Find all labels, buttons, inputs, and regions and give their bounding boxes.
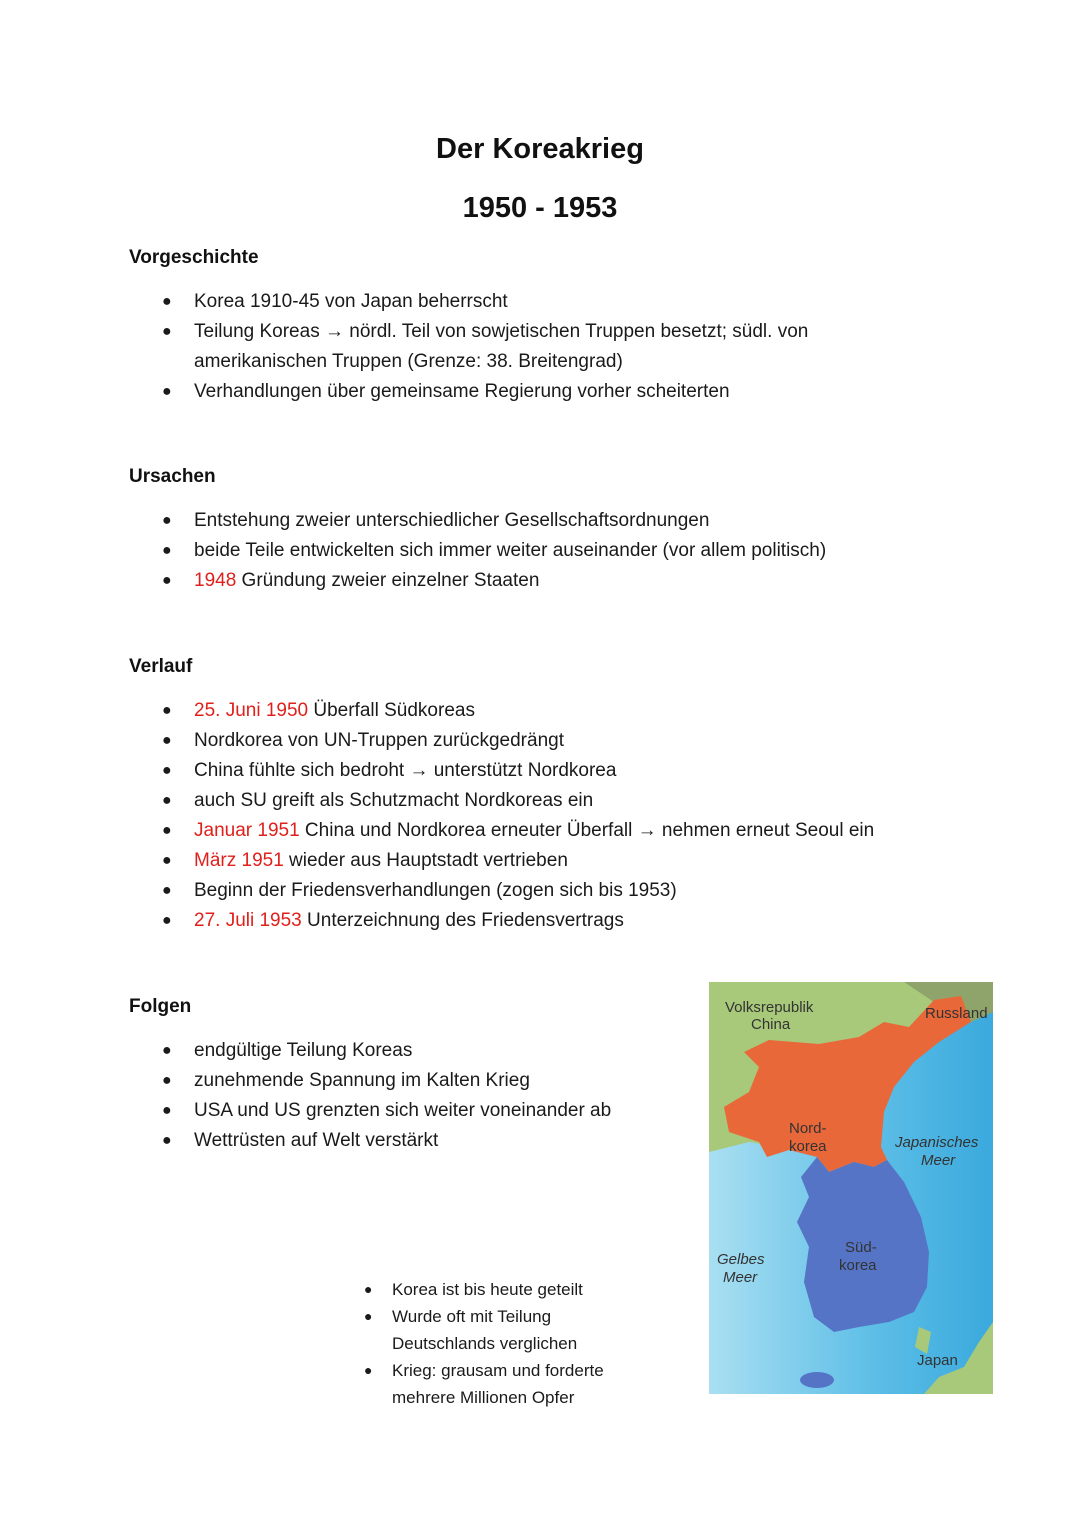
list-item: ● Januar 1951 China und Nordkorea erneuter Überfall → nehmen erneut Seoul ein bbox=[129, 816, 989, 846]
bullet-icon: ● bbox=[162, 852, 172, 869]
bullet-icon: ● bbox=[162, 383, 172, 400]
heading-ursachen: Ursachen bbox=[129, 466, 216, 487]
date-highlight: Januar 1951 bbox=[194, 820, 300, 841]
list-item: ● März 1951 wieder aus Hauptstadt vertrieben bbox=[129, 846, 989, 876]
label-suedkorea-1: Süd- bbox=[845, 1239, 877, 1256]
label-gelbes-meer-1: Gelbes bbox=[717, 1251, 765, 1268]
bullet-icon: ● bbox=[162, 1132, 172, 1149]
list-item: ● zunehmende Spannung im Kalten Krieg bbox=[129, 1066, 689, 1096]
date-highlight: März 1951 bbox=[194, 850, 284, 871]
heading-verlauf: Verlauf bbox=[129, 656, 193, 677]
bullet-icon: ● bbox=[162, 323, 172, 340]
list-item: ● auch SU greift als Schutzmacht Nordkoreas ein bbox=[129, 786, 989, 816]
bullet-icon: ● bbox=[162, 572, 172, 589]
heading-vorgeschichte: Vorgeschichte bbox=[129, 247, 259, 268]
list-item: ● Korea ist bis heute geteilt bbox=[358, 1276, 698, 1303]
list-vorgeschichte bbox=[129, 287, 989, 407]
label-japanisches-meer-1: Japanisches bbox=[895, 1134, 979, 1151]
bullet-icon: ● bbox=[364, 1362, 373, 1378]
list-item: ● 27. Juli 1953 Unterzeichnung des Friedensvertrags bbox=[129, 906, 989, 936]
label-china-1: Volksrepublik bbox=[725, 999, 814, 1016]
date-highlight: 1948 bbox=[194, 570, 237, 591]
bullet-icon: ● bbox=[162, 512, 172, 529]
bullet-icon: ● bbox=[162, 882, 172, 899]
bullet-icon: ● bbox=[162, 1042, 172, 1059]
list-item: ● Krieg: grausam und forderte mehrere Millionen Opfer bbox=[358, 1357, 698, 1411]
label-gelbes-meer-2: Meer bbox=[723, 1269, 758, 1286]
label-suedkorea-2: korea bbox=[839, 1257, 877, 1274]
list-verlauf bbox=[129, 696, 989, 936]
bullet-icon: ● bbox=[364, 1281, 373, 1297]
label-japan: Japan bbox=[917, 1352, 958, 1369]
page-subtitle: 1950 - 1953 bbox=[462, 192, 618, 224]
bullet-icon: ● bbox=[162, 1072, 172, 1089]
bullet-icon: ● bbox=[162, 792, 172, 809]
bullet-icon: ● bbox=[162, 912, 172, 929]
bullet-icon: ● bbox=[162, 822, 172, 839]
bullet-icon: ● bbox=[162, 732, 172, 749]
list-folgen bbox=[129, 1036, 689, 1156]
date-highlight: 27. Juli 1953 bbox=[194, 910, 302, 931]
bullet-icon: ● bbox=[162, 762, 172, 779]
list-item: ● Wettrüsten auf Welt verstärkt bbox=[129, 1126, 689, 1156]
list-item: ● endgültige Teilung Koreas bbox=[129, 1036, 689, 1066]
list-item: ● beide Teile entwickelten sich immer weiter auseinander (vor allem politisch) bbox=[129, 536, 989, 566]
jeju-island bbox=[800, 1372, 834, 1388]
list-item: ● Beginn der Friedensverhandlungen (zogen sich bis 1953) bbox=[129, 876, 989, 906]
label-japanisches-meer-2: Meer bbox=[921, 1152, 956, 1169]
list-item: ● Wurde oft mit Teilung Deutschlands verglichen bbox=[358, 1303, 698, 1357]
bullet-icon: ● bbox=[364, 1308, 373, 1324]
label-china-2: China bbox=[751, 1016, 791, 1033]
page-title: Der Koreakrieg bbox=[436, 133, 644, 165]
list-item: ● China fühlte sich bedroht → unterstützt Nordkorea bbox=[129, 756, 989, 786]
korea-map bbox=[709, 982, 993, 1394]
list-ursachen bbox=[129, 506, 989, 596]
label-nordkorea-1: Nord- bbox=[789, 1120, 827, 1137]
date-highlight: 25. Juni 1950 bbox=[194, 700, 309, 721]
list-item: ● 25. Juni 1950 Überfall Südkoreas bbox=[129, 696, 989, 726]
bullet-icon: ● bbox=[162, 702, 172, 719]
label-nordkorea-2: korea bbox=[789, 1138, 827, 1155]
list-item: ● 1948 Gründung zweier einzelner Staaten bbox=[129, 566, 989, 596]
list-item: ● Nordkorea von UN-Truppen zurückgedrängt bbox=[129, 726, 989, 756]
label-russland: Russland bbox=[925, 1005, 988, 1022]
heading-folgen: Folgen bbox=[129, 996, 192, 1017]
list-item: ● USA und US grenzten sich weiter voneinander ab bbox=[129, 1096, 689, 1126]
list-notes bbox=[358, 1276, 698, 1411]
list-item: ● Teilung Koreas → nördl. Teil von sowjetischen Truppen besetzt; südl. von amerikanischen Truppen (Grenze: 38. Breitengrad) bbox=[129, 317, 989, 377]
list-item: ● Verhandlungen über gemeinsame Regierung vorher scheiterten bbox=[129, 377, 989, 407]
list-item: ● Korea 1910-45 von Japan beherrscht bbox=[129, 287, 989, 317]
bullet-icon: ● bbox=[162, 542, 172, 559]
bullet-icon: ● bbox=[162, 293, 172, 310]
bullet-icon: ● bbox=[162, 1102, 172, 1119]
list-item: ● Entstehung zweier unterschiedlicher Gesellschaftsordnungen bbox=[129, 506, 989, 536]
